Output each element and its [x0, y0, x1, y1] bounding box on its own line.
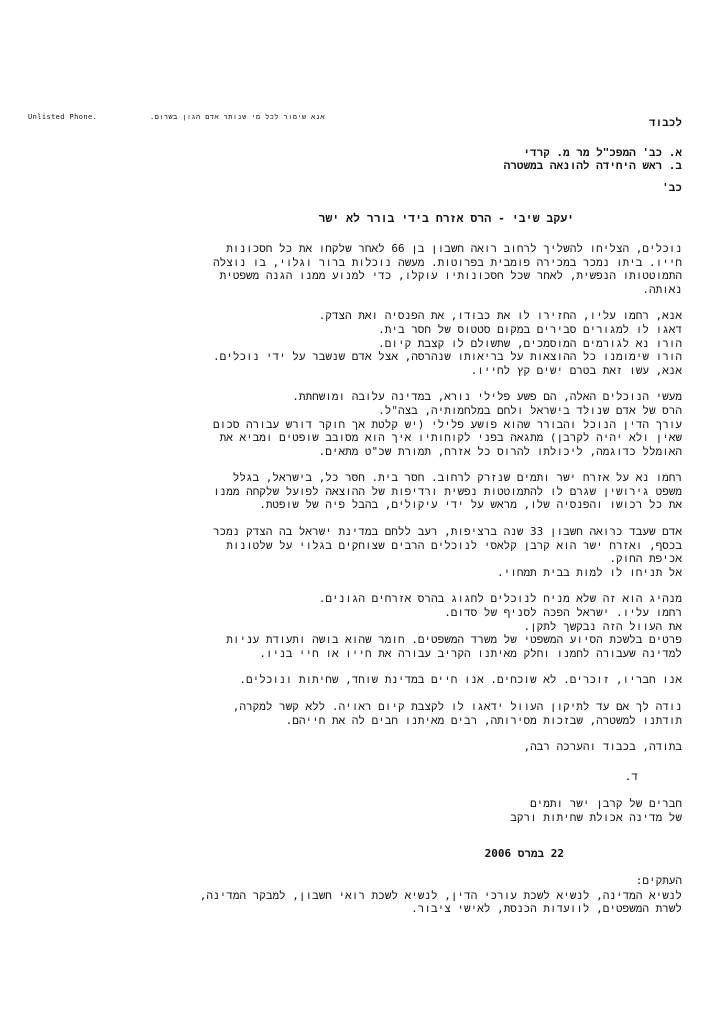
text-line: פרטים בלשכת הסיוע המשפטי של משרד המשפטים. חומר שהוא בושה ותעודת עניות	[226, 633, 682, 647]
text-line: רחמו עליו. ישראל הפכה לסניף של סדום.	[444, 606, 682, 620]
text-line: רחמו נא על אזרח ישר ותמים שנזרק לרחוב. חסר בית. חסר כל, בישראל, בגלל	[232, 471, 682, 485]
text-line: את כל רכושו והפנסיה שלו, מראש על ידי עיקולים, בהבל פיה של שופטת.	[259, 498, 682, 512]
fax-header-right: אנא שימור לכל מי שנותר אדם הגון בשרום.	[150, 113, 325, 121]
text-line: חייו. ביתו נמכר במכירה פומבית בפרוטות. מעשה נוכלות ברור וגלוי, בו נוצלה	[213, 255, 682, 269]
signature-line: של מדינה אכולת שחיתות ורקב	[510, 810, 682, 824]
text-line: אנו חבריו, זוכרים. לא שוכחים. אנו חיים במדינת שוחד, שחיתות ונוכלים.	[239, 673, 682, 687]
greeting: כב'	[662, 180, 682, 194]
text-line: שאין ולא יהיה לקרבן) מתגאה בפני לקוחותיו איך הוא מסובב שופטים ומביא את	[219, 431, 682, 445]
text-line: הורו נא לגורמים המוסמכים, שתשולם לו קצבת קיום.	[378, 336, 682, 350]
text-line: הורו שימומנו כל ההוצאות על בריאותו שנהרסה, אצל אדם שנשבר על ידי נוכלים.	[213, 350, 682, 364]
text-line: עורך הדין הנוכל והבורר שהוא פושע פלילי (יש קלטת אך חוקר דורש עבורה סכום	[213, 417, 682, 431]
paragraph-7	[42, 673, 682, 687]
salutation: לכבוד	[648, 116, 682, 129]
text-line: נאותה.	[642, 282, 682, 296]
text-line: למדינה שעבורה לחמנו וחלק מאיתנו הקריב עבורה את חייו או חיי בניו.	[259, 646, 682, 660]
text-line: התמוטטותו הנפשית, לאחר שכל חסכונותיו עוקלו, כדי למנוע ממנו הגנה משפטית	[219, 269, 682, 283]
text-line: אנא, רחמו עליו, החזירו לו את כבודו, את הפנסיה ואת הצדק.	[318, 309, 682, 323]
paragraph-4	[42, 471, 682, 512]
fax-header-left: Unlisted Phone.	[28, 113, 98, 121]
text-line: את העוול הזה נבקשך לתקן.	[523, 619, 682, 633]
paragraph-3	[42, 390, 682, 458]
paragraph-6	[42, 592, 682, 660]
signature-block	[42, 797, 682, 824]
text-line: אכיפת החוק.	[609, 552, 682, 566]
paragraph-2	[42, 309, 682, 377]
signature-line: חברים של קרבן ישר ותמים	[530, 797, 682, 811]
recipient-line: א. כב' המפכ"ל מר מ. קרדי	[523, 145, 682, 159]
text-line: אדם שעבד כרואה חשבון 33 שנה ברציפות, רעב ללחם במדינת ישראל בה הצדק נמכר	[212, 525, 682, 539]
paragraph-5	[42, 525, 682, 579]
text-line: דאגו לו למגורים סבירים במקום סטטוס של חסר בית.	[378, 322, 682, 336]
subject-line: יעקב שיבי - הרס אזרח בידי בורר לא ישר	[318, 211, 574, 226]
text-line: משפט גירושין שגרם לו להתמוטטות נפשית ורדיפות של ההוצאה לפועל שלקחה ממנו	[213, 484, 682, 498]
text-line: מנהיג הוא זה שלא מניח לנוכלים לחגוג בהרס אזרחים הגונים.	[318, 592, 682, 606]
text-line: נוכלים, הצליחו להשליך לרחוב רואה חשבון בן 66 לאחר שלקחו את כל חסכונות	[226, 241, 682, 255]
recipient-line: ב. ראש היחידה להונאה במשטרה	[503, 159, 682, 173]
copies-line: לנשיא המדינה, לנשיא לשכת עורכי הדין, לנשיא לשכת רואי חשבון, למבקר המדינה,	[199, 888, 682, 902]
recipients	[42, 146, 682, 173]
text-line: תודתנו למשטרה, שבזכות מסירותה, רבים מאיתנו חבים לה את חייהם.	[285, 713, 682, 727]
text-line: הרס של אדם שנולד בישראל ולחם במלחמותיה, בצה"ל.	[378, 403, 682, 417]
text-line: אנא, עשו זאת בטרם ישים קץ לחייו.	[470, 363, 682, 377]
text-line: מעשי הנוכלים האלה, הם פשע פלילי נורא, במדינה עלובה ומושחתת.	[292, 390, 682, 404]
text-line: נודה לך אם עד לתיקון העוול ידאגו לו לקצבת קיום ראויה. ללא קשר למקרה,	[232, 700, 682, 713]
paragraph-1	[42, 242, 682, 296]
copies-label: העתקים:	[635, 874, 682, 888]
signer-initial: ד.	[624, 769, 638, 783]
closing-thanks: בתודה, בכבוד והערכה רבה,	[523, 740, 682, 754]
paragraph-8	[42, 700, 682, 727]
letter-date: 22 במרס 2006	[484, 846, 564, 860]
text-line: בכסף, ואזרח ישר הוא קרבן קלאסי לנוכלים הרבים שצוחקים בגלוי על שלטונות	[226, 538, 682, 552]
copies-list	[42, 889, 682, 916]
letter-body	[42, 116, 682, 916]
copies-line: לשרת המשפטים, לוועדות הכנסת, לאישי ציבור.	[411, 902, 682, 916]
text-line: האומלל כדוגמה, ליכולתו להרוס כל אזרח, תמורת שכ"ט מתאים.	[318, 444, 682, 458]
text-line: אל תניחו לו למות בבית תמחוי.	[497, 565, 682, 579]
